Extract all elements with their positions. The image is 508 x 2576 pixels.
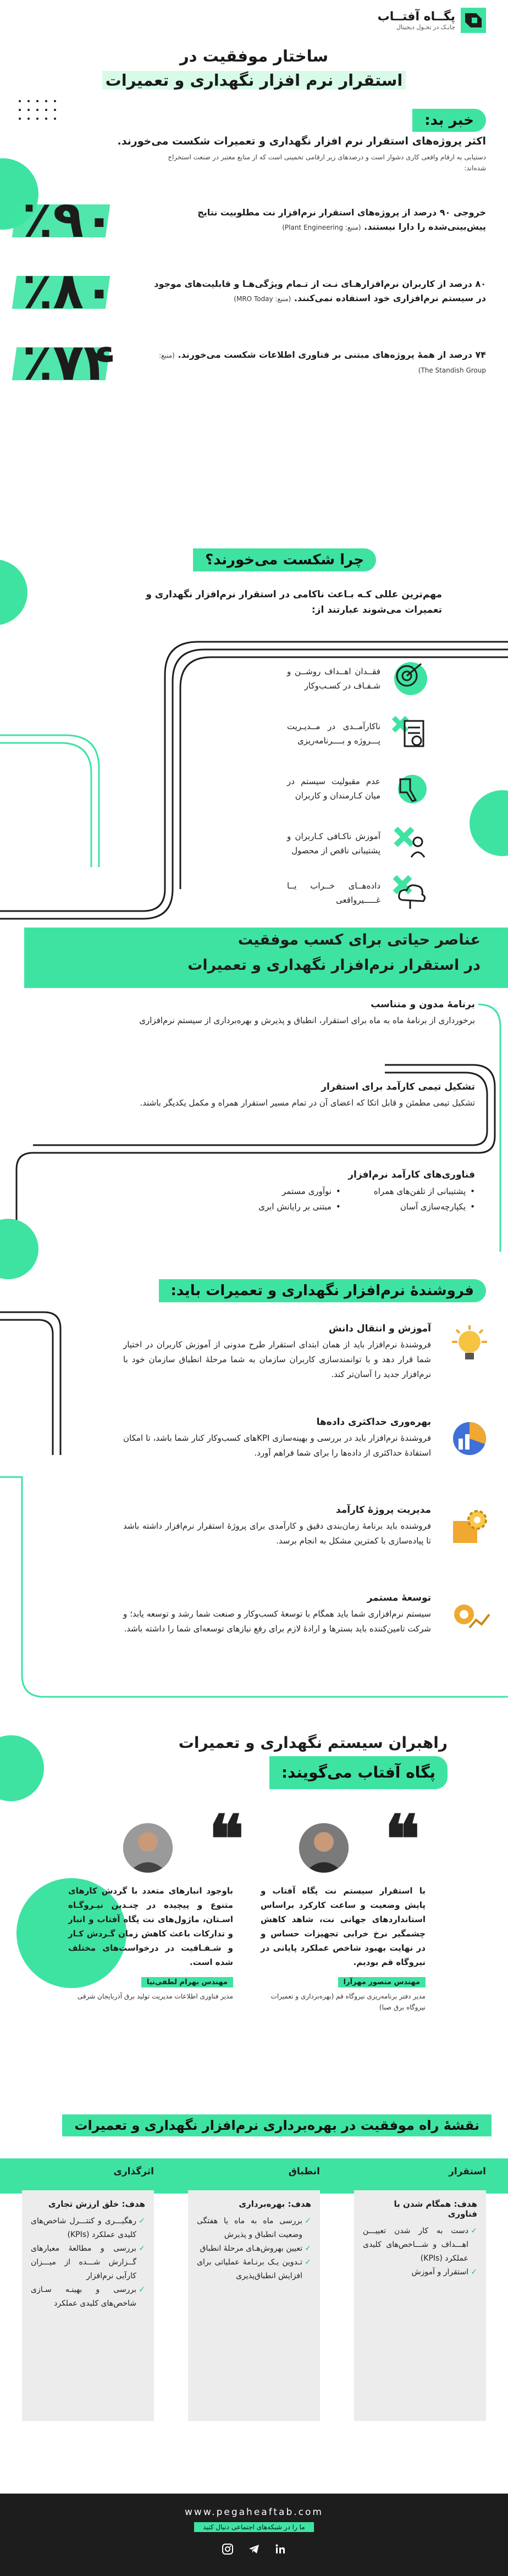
roadmap-column-title: اثرگذاری: [113, 2166, 154, 2177]
reason-text: عدم مقبولیت سیستم در میان کـارمندان و کاربران: [287, 776, 380, 801]
tech-item: • پشتیبانی از تلفن‌های همراه: [374, 1184, 475, 1199]
success-heading: [187, 928, 481, 978]
why-fail-sub: مهم‌ترین عللی کـه بـاعث ناکامی در استقرار نرم‌افزار نگهداری و تعمیرات می‌شوند عبارتند از:: [146, 589, 442, 615]
stat-number: [22, 190, 132, 249]
testimonials-heading-line2: پگاه آفتاب می‌گویند:: [269, 1756, 448, 1789]
success-item-title: برنامهٔ مدون و متناسب: [371, 999, 475, 1010]
tech-list-right: [374, 1184, 475, 1214]
gear-icon: [448, 1504, 492, 1548]
vendor-item-title: مدیریت پروژهٔ کارآمد: [335, 1504, 431, 1515]
training-icon: [390, 823, 431, 864]
stat-text: خروجی ۹۰ درصد از پروژه‌های استقرار نرم‌افزار نت مطلوبیت نتایج پیش‌بینی‌شده را دارا نیستند.: [197, 207, 486, 232]
quote-mark-icon: ❝: [208, 1801, 244, 1878]
testimonials-heading-line1: راهبران سیستم نگهداری و تعمیرات: [178, 1734, 448, 1752]
brand-tagline: چابـک در تحـول دیجیتال: [396, 24, 455, 31]
tech-item: • نوآوری مستمر: [258, 1184, 341, 1199]
brand-name: پگــاه آفتــاب: [377, 10, 455, 24]
stat-row: [22, 333, 486, 392]
reason-text: فقــدان اهــداف روشــن و شـفـاف در کسـب‌وکار: [287, 667, 380, 691]
pegah-logo-icon: [461, 8, 486, 33]
vendor-item-body: سیستم نرم‌افزاری شما باید همگام با توسعهٔ کسب‌وکار و صنعت شما رشد و توسعه یابد؛ و شرکت تامین‌کننده باید بسترها و ارادهٔ لازم برای رفع نیازهای توسعه‌ای شما را داشته باشد.: [123, 1609, 431, 1634]
clipboard-icon: [390, 713, 431, 754]
footer: [0, 2494, 508, 2576]
roadmap-goal: هدف: بهره‌برداری: [239, 2199, 311, 2209]
instagram-icon[interactable]: [220, 2542, 235, 2556]
roadmap-heading: نقشهٔ راه موفقیت در بهره‌برداری نرم‌افزار نگهداری و تعمیرات: [62, 2114, 492, 2136]
reason-item: [266, 873, 431, 913]
bad-news-statement: اکثر پروژه‌های استقرار نرم افزار نگهداری و تعمیرات شکست می‌خورند.: [117, 135, 486, 147]
roadmap-card: [188, 2190, 320, 2421]
stat-text: ۷۴ درصد از همهٔ پروژه‌های مبتنی بر فناوری اطلاعات شکست می‌خورند.: [178, 349, 486, 360]
roadmap-column: [354, 2166, 486, 2421]
vendor-heading: فروشندهٔ نرم‌افزار نگهداری و تعمیرات باید:: [159, 1279, 486, 1302]
roadmap-step: ✓ بررسی و بهینـه سـازی شاخص‌های کلیدی عملکرد: [31, 2283, 145, 2311]
thumbs-down-icon: [390, 768, 431, 809]
quote-mark-icon: ❝: [384, 1801, 420, 1878]
avatar: [299, 1823, 349, 1873]
reason-text: ناکارآمــدی در مــدیـریت پـــروژه و بــــرنامه‌ریزی: [287, 721, 380, 746]
hero-title: [0, 44, 508, 92]
roadmap-step: ✓ بررسی و مطالعهٔ معیارهای گــزارش شـــده از میـــزان کارآیی نرم‌افزار: [31, 2242, 145, 2283]
stat-text: ۸۰ درصد از کاربران نرم‌افزارهـای نـت از تـمام ویژگی‌هـا و قابلیت‌های موجود در سیستم نرم‌افزاری خود استفاده نمی‌کنند.: [154, 278, 486, 303]
testimonials-body: [0, 1801, 508, 2098]
success-item: [90, 999, 475, 1028]
roadmap-column: [22, 2166, 154, 2421]
reason-item: [266, 823, 431, 864]
success-heading-line2: در استقرار نرم‌افزار نگهداری و تعمیرات: [187, 957, 481, 974]
roadmap-column-title: انطباق: [288, 2166, 320, 2177]
testimonial-card: [68, 1884, 233, 2002]
stat-number: [22, 333, 132, 392]
success-tech-title: فناوری‌های کارآمد نرم‌افزار: [348, 1169, 475, 1180]
vendor-section: [0, 1279, 508, 1730]
roadmap-step: ✓ دست به کار شدن تعییـــن اهـــداف و شـــاخص‌های کلیدی عملکرد (KPIs): [363, 2224, 477, 2266]
roadmap-step: ✓ استقرار و آموزش: [363, 2266, 477, 2279]
roadmap-column: [188, 2166, 320, 2421]
testimonial-name: مهندس بهرام لطفی‌نیا: [141, 1977, 233, 1987]
tech-list-left: [258, 1184, 341, 1214]
roadmap-card: [354, 2190, 486, 2421]
vendor-item-title: آموزش و انتقال دانش: [328, 1323, 431, 1334]
chart-icon: [448, 1417, 492, 1461]
roadmap-step: ✓ بررسی ماه به ماه یا هفتگی وضعیت انطباق و پذیرش: [197, 2214, 311, 2242]
roadmap-goal: هدف: خلق ارزش تجاری: [48, 2199, 145, 2209]
success-elements-section: [0, 922, 508, 1274]
decor-dots: [16, 98, 82, 131]
reason-text: داده‌هــای خــراب یــا غـــــیرواقعی: [287, 881, 380, 905]
vendor-item-body: فروشندهٔ نرم‌افزار باید در بررسی و بهینه‌سازی KPIهای کسب‌وکار کنار شما باشد، تا امکان استفادهٔ حداکثری از داده‌ها را برای شما فراهم آورد.: [123, 1433, 431, 1458]
website-link[interactable]: www.pegaheaftab.com: [185, 2507, 323, 2518]
linkedin-icon[interactable]: [273, 2542, 288, 2556]
vendor-item-body: فروشنده باید برنامهٔ زمان‌بندی دقیق و کارآمدی برای پروژهٔ استقرار نرم‌افزار داشته باشد تا پیاده‌سازی با کمترین مشکل به انجام برسد.: [123, 1521, 431, 1546]
success-item-body: برخورداری از برنامهٔ ماه به ماه برای استقرار، انطباق و پذیرش و بهره‌برداری از سیستم نرم‌افزاری: [139, 1015, 475, 1025]
stat-number-value: ٪۹۰: [22, 190, 115, 249]
vendor-item: [123, 1323, 431, 1382]
roadmap-step: ✓ تعیین بهروش‌هـای مرحلهٔ انطباق: [197, 2242, 311, 2256]
bad-news-sub: دستیابی به ارقام واقعی کاری دشوار است و درصدهای زیر ارقامی تخمینی است که از منابع معتبر در صنعت استخراج شده‌اند:: [168, 153, 486, 172]
target-icon: [390, 658, 431, 699]
vendor-item-body: فروشندهٔ نرم‌افزار باید از همان ابتدای استقرار طرح مدونی از آموزش کاربران در اختیار شما قرار دهد و با توانمندسازی کاربران سازمان به شما مرحلهٔ انطباق سازمان خود با نرم‌افزار جدید را آسان‌تر کند.: [123, 1340, 431, 1379]
why-fail-heading: چرا شکست می‌خورند؟: [193, 548, 376, 571]
roadmap-card: [22, 2190, 154, 2421]
vendor-item: [123, 1592, 431, 1636]
bad-news-heading: خبر بد:: [412, 109, 486, 132]
vendor-item-title: توسعهٔ مستمر: [367, 1592, 431, 1603]
reason-item: [266, 713, 431, 754]
decor-curve-lines: [0, 581, 508, 922]
success-item-title: تشکیل تیمی کارآمد برای استقرار: [321, 1081, 475, 1092]
success-item-body: تشکیل تیمی مطمئن و قابل اتکا که اعضای آن در تمام مسیر استقرار همراه و مکمل یکدیگر باشند.: [140, 1098, 475, 1108]
testimonial-card: [261, 1884, 426, 2013]
success-heading-line1: عناصر حیاتی برای کسب موفقیت: [238, 931, 481, 948]
testimonials-heading: [179, 1730, 448, 1789]
why-fail-section: [0, 548, 508, 911]
stat-source: (منبع: Plant Engineering): [282, 223, 361, 231]
decor-circle: [0, 1735, 44, 1801]
reason-item: [266, 658, 431, 699]
stat-number-value: ٪۸۰: [22, 262, 115, 320]
roadmap-column-title: استقرار: [449, 2166, 486, 2177]
vendor-item: [123, 1417, 431, 1461]
vendor-item-title: بهره‌وری حداکثری داده‌ها: [316, 1417, 431, 1428]
testimonial-text: با استقرار سیستم نت پگاه آفتاب و پایش وضعیت و ساعت کارکرد براساس استانداردهای جهانی نت، شاهد کاهش چشمگیر نرخ خرابی تجهیزات حساس و در نهایت بهبود شاخص عملکرد پایانی در نیروگاه قم بودیم.: [261, 1886, 426, 1967]
roadmap-step: ✓ رهگیـــری و کنتـــرل شاخص‌های کلیدی عملکرد (KPIs): [31, 2214, 145, 2242]
avatar: [123, 1823, 173, 1873]
reason-item: [266, 768, 431, 809]
success-item: [90, 1169, 475, 1214]
growth-icon: [448, 1592, 492, 1636]
stat-number: [22, 262, 132, 320]
stat-source: (منبع: MRO Today): [234, 295, 291, 303]
lightbulb-icon: [448, 1323, 492, 1367]
social-caption: ما را در شبکه‌های اجتماعی دنبال کنید: [194, 2522, 313, 2532]
success-item: [90, 1081, 475, 1110]
testimonial-text: باوجود انبارهای متعدد با گردش کارهای متنوع و پیچیده در چنـدین نیـروگـاه اسـتان، ماژول‌های نت پگاه آفتاب و انبار و تدارکات باعث کاهش زمان گـردش کـار و شـفـافیت در درخواست‌های مختلف شده است.: [68, 1886, 233, 1967]
cloud-data-icon: [390, 873, 431, 913]
roadmap-step: ✓ تـدوین یـک برنـامهٔ عملیاتی برای افزایش انطباق‌پذیری: [197, 2256, 311, 2283]
roadmap-goal: هدف: همگام شدن با فناوری: [394, 2199, 477, 2219]
vendor-item: [123, 1504, 431, 1548]
stat-number-value: ٪۷۴: [22, 333, 115, 392]
stat-row: [22, 262, 486, 320]
social-links: [0, 2542, 508, 2556]
stat-source: (منبع: The Standish Group): [159, 352, 486, 374]
tech-item: • مبتنی بر رایانش ابری: [258, 1199, 341, 1214]
roadmap-section: [0, 2114, 508, 2494]
testimonials-section: [0, 1730, 508, 2114]
testimonial-name: مهندس منصور مهرآرا: [338, 1977, 426, 1987]
header: [0, 0, 508, 44]
hero-title-line2: استقرار نرم افزار نگهداری و تعمیرات: [102, 71, 406, 90]
bad-news-section: [0, 92, 508, 510]
tech-item: • یکپارچه‌سازی آسان: [374, 1199, 475, 1214]
telegram-icon[interactable]: [247, 2542, 261, 2556]
testimonial-role: مدیر فناوری اطلاعات مدیریت تولید برق آذربایجان شرقی: [77, 1992, 233, 2000]
stat-row: [22, 190, 486, 249]
logo[interactable]: [378, 8, 486, 33]
hero-title-line1: ساختار موفقیت در: [179, 47, 329, 65]
reason-text: آموزش ناکـافی کـاربران و پشتیبانی ناقص از محصول: [287, 831, 380, 856]
testimonial-role: مدیر دفتر برنامه‌ریزی نیروگاه قم (بهره‌برداری و تعمیرات نیروگاه برق صبا): [270, 1992, 426, 2011]
